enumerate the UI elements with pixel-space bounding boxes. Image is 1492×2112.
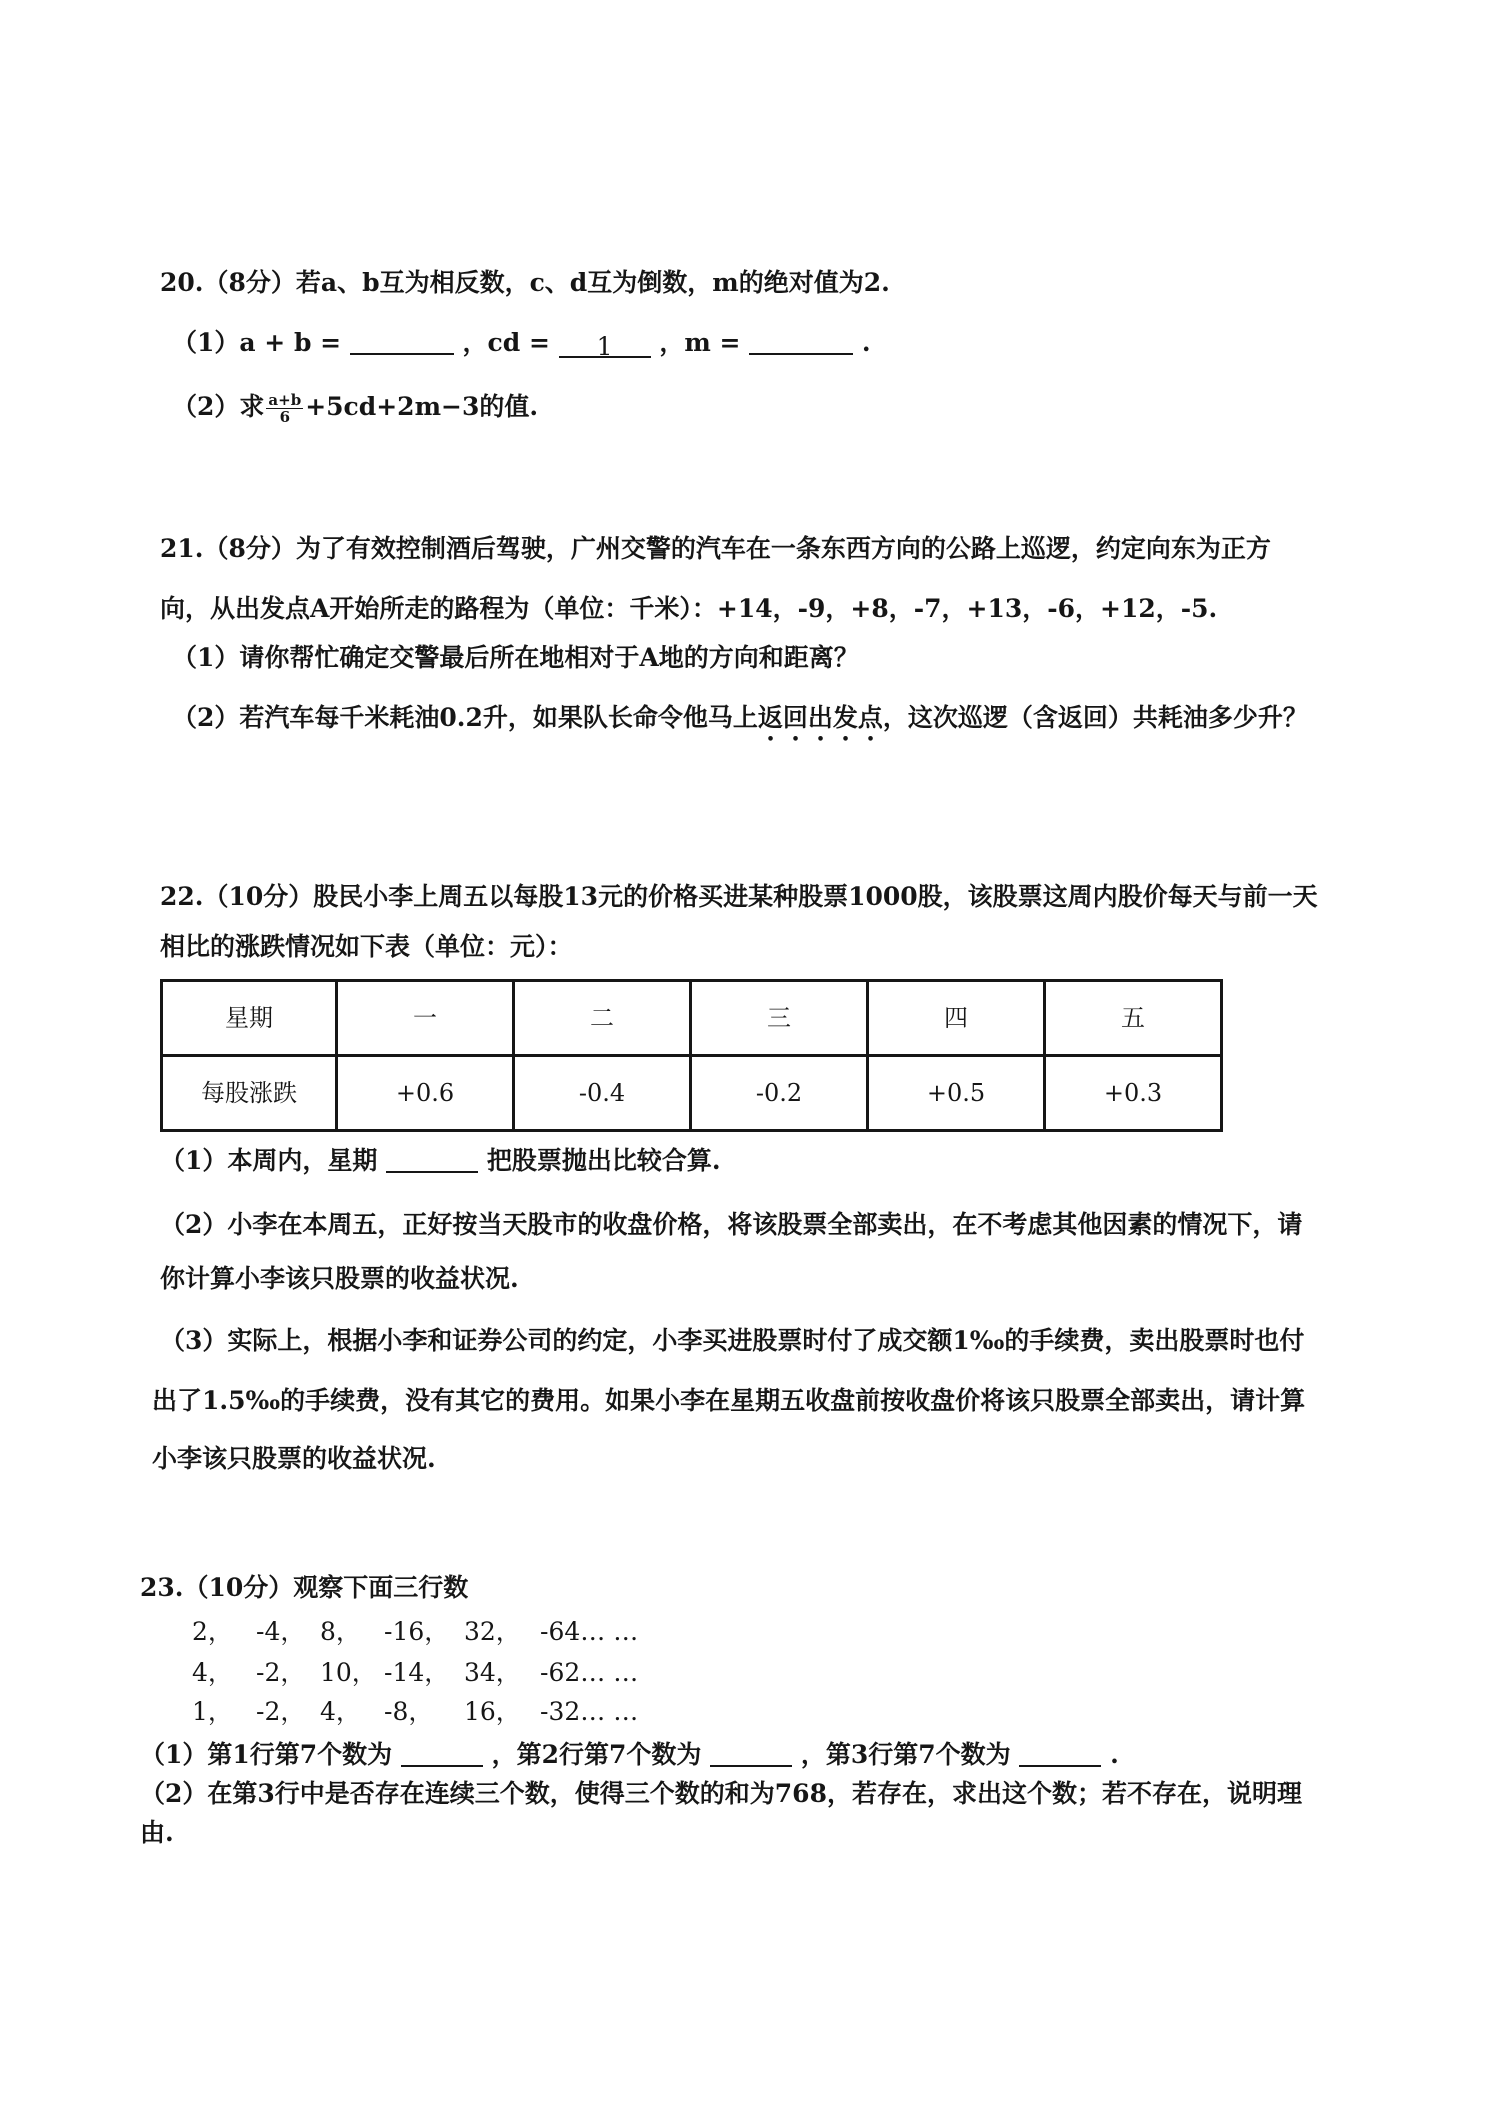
fraction-numerator: a+b [268,391,302,409]
q22-line2: 相比的涨跌情况如下表（单位：元）： [160,932,573,961]
answer-blank[interactable] [1019,1741,1101,1767]
q22-part2-line2: 你计算小李该只股票的收益状况. [160,1264,519,1293]
number-item: -62… … [540,1658,639,1687]
table-cell-change: -0.4 [514,1056,691,1131]
q20-title: 20.（8分）若a、b互为相反数，c、d互为倒数，m的绝对值为2. [160,268,890,297]
q20-p1-m: ，m = [659,328,741,357]
number-item: 2， [192,1617,233,1646]
number-item: 34， [464,1658,521,1687]
q21-line2: 向，从出发点A开始所走的路程为（单位：千米）：+14，-9，+8，-7，+13，-6，+12，-5. [160,594,1218,623]
q20-part1 [172,328,871,361]
fraction [266,392,303,425]
number-item: -4， [256,1617,306,1646]
answer-blank[interactable] [350,329,454,355]
q21-line1: 21.（8分）为了有效控制酒后驾驶，广州交警的汽车在一条东西方向的公路上巡逻，约定向东为正方 [160,534,1271,563]
number-item: 1， [192,1697,233,1726]
q21-p2-before: （2）若汽车每千米耗油0.2升，如果队长命令他马上 [172,703,758,732]
answer-blank-cd[interactable]: 1 [559,332,651,358]
q23-p1-end: . [1110,1740,1119,1769]
q21-p2-after: ，这次巡逻（含返回）共耗油多少升？ [882,703,1308,732]
table-header-change: 每股涨跌 [162,1056,337,1131]
table-cell-day: 三 [691,981,868,1056]
number-item: 4， [192,1658,233,1687]
q22-part2-line1: （2）小李在本周五，正好按当天股市的收盘价格，将该股票全部卖出，在不考虑其他因素的情况下，请 [160,1210,1303,1239]
q22-part3-line3: 小李该只股票的收益状况. [152,1444,436,1473]
q23-part2-line2: 由. [140,1818,174,1847]
table-cell-day: 一 [337,981,514,1056]
number-item: 32， [464,1617,521,1646]
q23-part2-line1: （2）在第3行中是否存在连续三个数，使得三个数的和为768，若存在，求出这个数；若不存在，说明理 [140,1779,1302,1808]
q21-part2 [172,703,1308,747]
table-cell-change: +0.3 [1045,1056,1222,1131]
q23-part1 [140,1740,1119,1770]
table-cell-day: 四 [868,981,1045,1056]
table-cell-day: 五 [1045,981,1222,1056]
q20-p2-prefix: （2）求 [172,392,265,421]
q21-p2-emphasis: 返回出发点 [757,703,883,732]
answer-blank[interactable] [401,1741,483,1767]
number-item: -8， [384,1697,434,1726]
table-cell-change: +0.6 [337,1056,514,1131]
q23-p1-a: （1）第1行第7个数为 [140,1740,393,1769]
q20-p1-end: . [861,328,871,357]
q20-part2 [172,392,538,425]
q21-part1: （1）请你帮忙确定交警最后所在地相对于A地的方向和距离？ [172,643,859,672]
number-row-1 [192,1617,638,1647]
q23-p1-b: ，第2行第7个数为 [491,1740,702,1769]
number-item: -32… … [540,1697,639,1726]
number-item: -14， [384,1658,450,1687]
number-item: -2， [256,1658,306,1687]
answer-blank[interactable] [749,329,853,355]
q22-part3-line2: 出了1.5‰的手续费，没有其它的费用。如果小李在星期五收盘前按收盘价将该只股票全部卖出，请计算 [152,1386,1306,1415]
table-row [162,1056,1222,1131]
number-item: -16， [384,1617,450,1646]
q23-title: 23.（10分）观察下面三行数 [140,1573,469,1602]
table-row [162,981,1222,1056]
number-item: 8， [320,1617,361,1646]
number-item: 10， [320,1658,377,1687]
q20-p1-label: （1）a + b = [172,328,342,357]
number-item: 4， [320,1697,361,1726]
q20-p2-suffix: +5cd+2m−3的值. [305,392,539,421]
q22-p1-before: （1）本周内，星期 [160,1146,378,1175]
table-header-weekday: 星期 [162,981,337,1056]
number-item: 16， [464,1697,521,1726]
table-cell-change: +0.5 [868,1056,1045,1131]
fraction-denominator: 6 [279,408,291,426]
stock-change-table [160,979,1223,1132]
q20-p1-cd: ，cd = [462,328,550,357]
q22-part1 [160,1146,721,1176]
q22-p1-after: 把股票抛出比较合算. [486,1146,721,1175]
table-cell-change: -0.2 [691,1056,868,1131]
answer-blank[interactable] [710,1741,792,1767]
number-item: -2， [256,1697,306,1726]
number-item: -64… … [540,1617,639,1646]
q22-part3-line1: （3）实际上，根据小李和证券公司的约定，小李买进股票时付了成交额1‰的手续费，卖出股票时也付 [160,1326,1305,1355]
number-row-3 [192,1697,638,1727]
number-row-2 [192,1658,638,1688]
q23-p1-c: ，第3行第7个数为 [800,1740,1011,1769]
answer-blank[interactable] [386,1147,478,1173]
q22-line1: 22.（10分）股民小李上周五以每股13元的价格买进某种股票1000股，该股票这周内股价每天与前一天 [160,882,1318,911]
table-cell-day: 二 [514,981,691,1056]
